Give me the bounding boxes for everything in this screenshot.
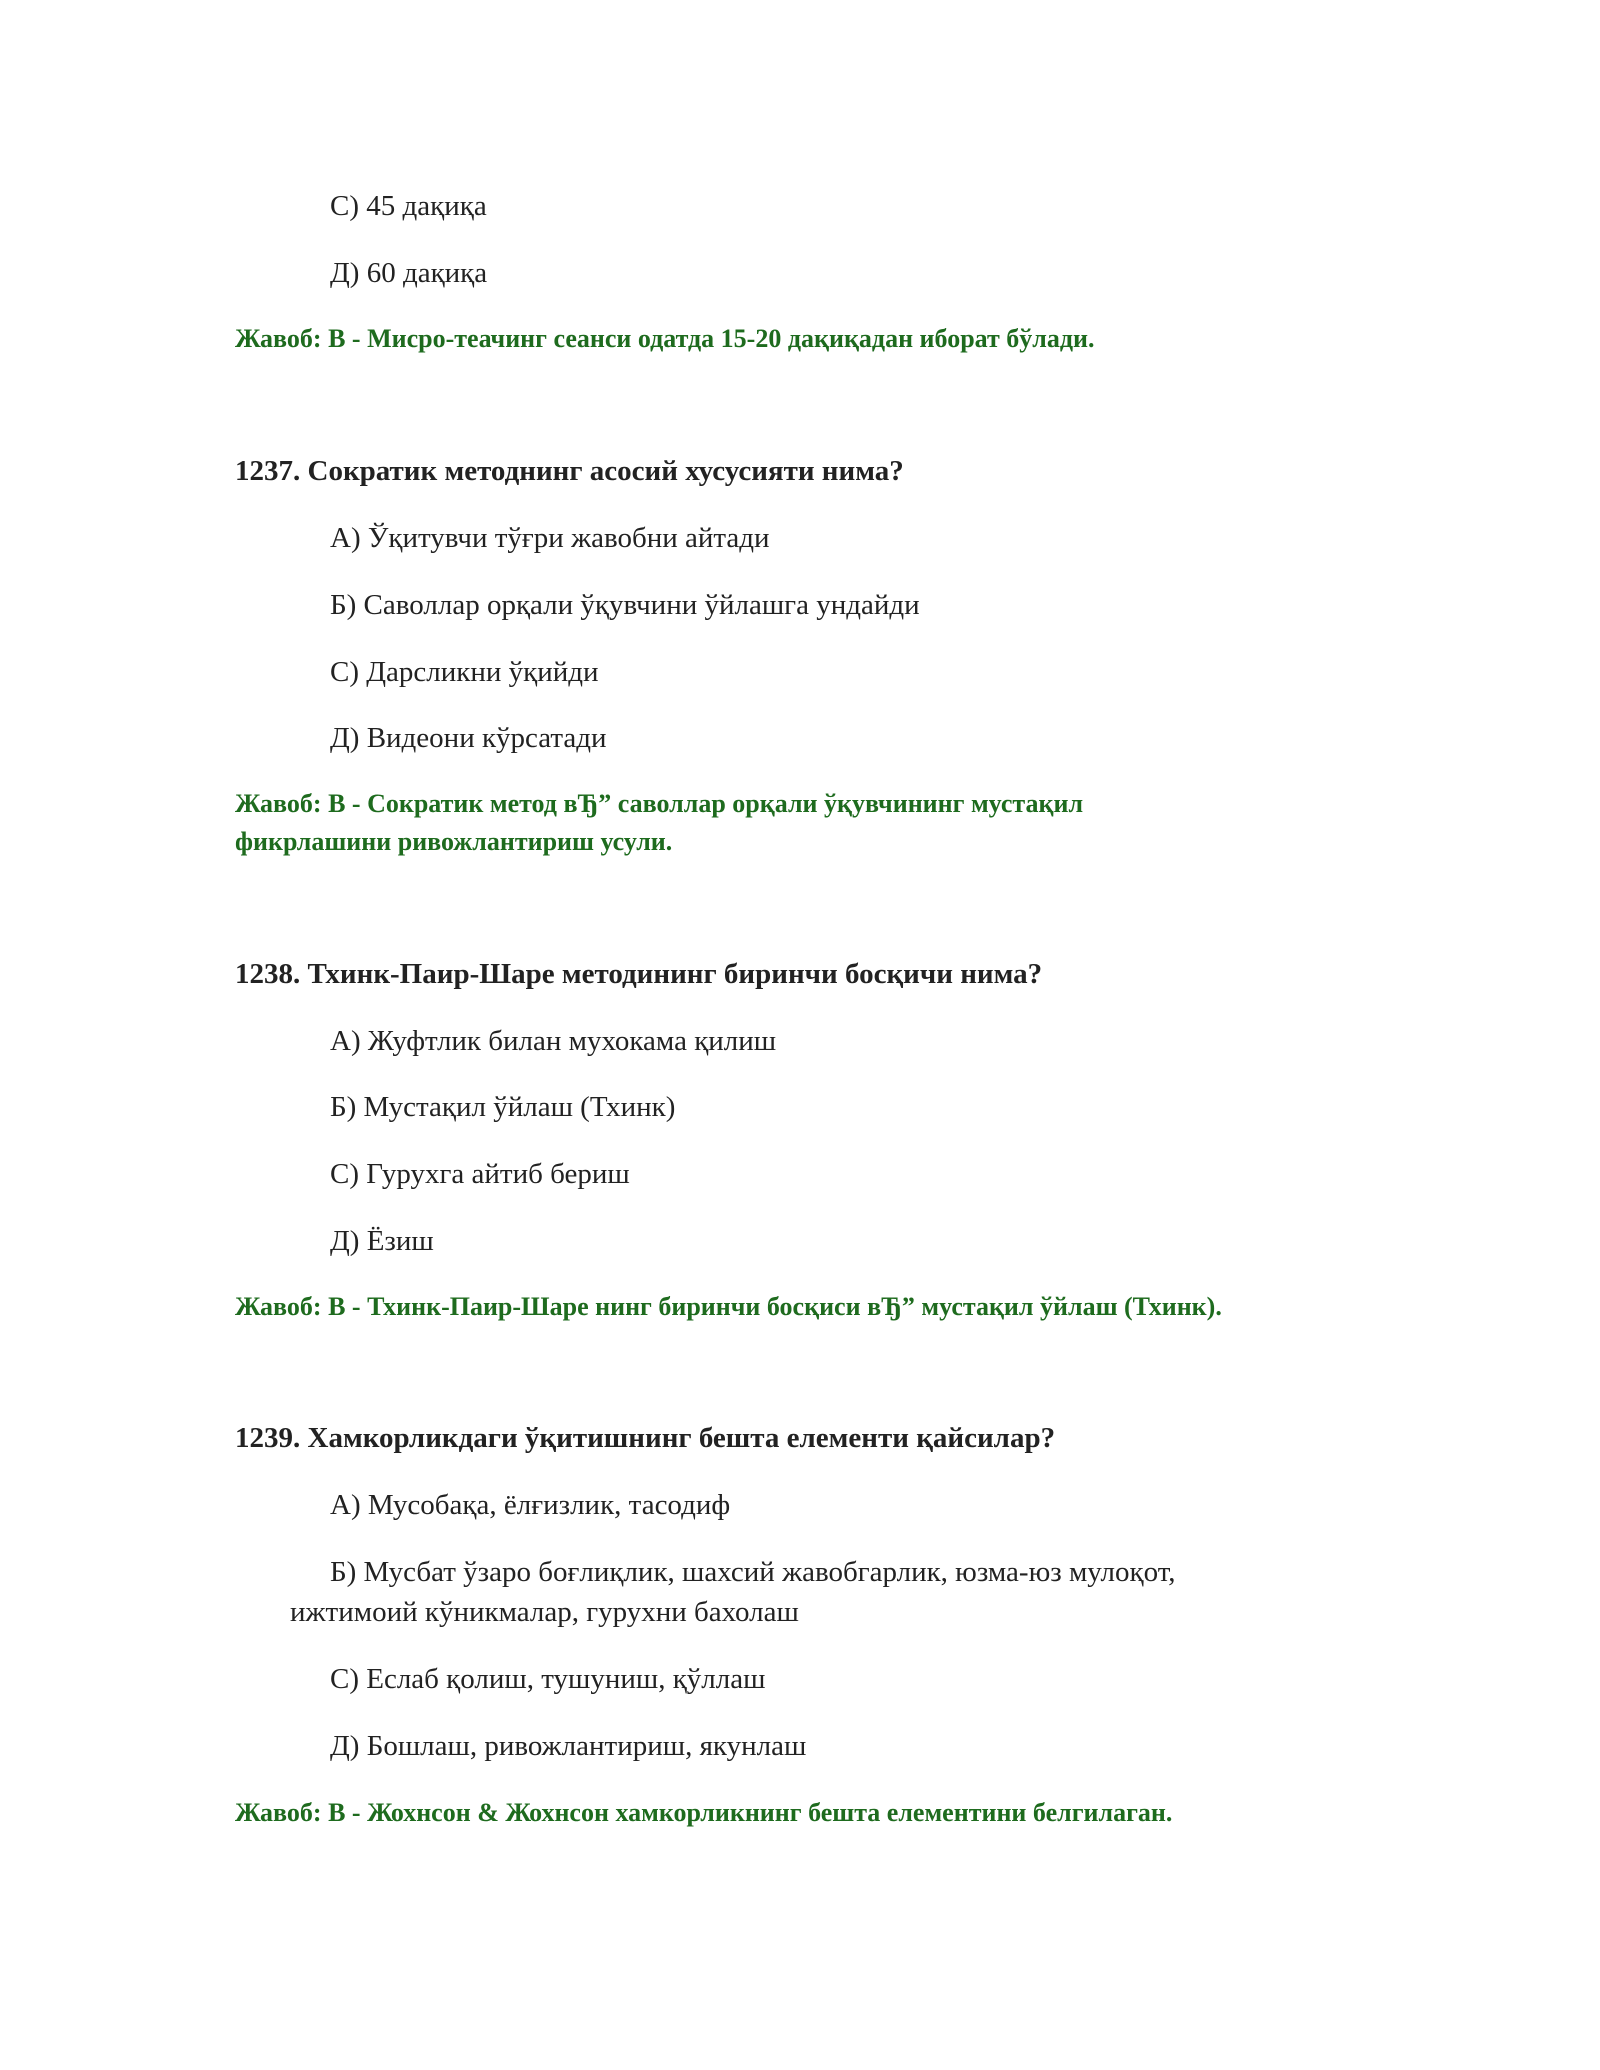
question-1237: 1237. Сократик методнинг асосий хусусияти нима? (235, 455, 904, 487)
option-c: С) Гурухга айтиб бериш (330, 1158, 630, 1190)
option-a: А) Мусобақа, ёлғизлик, тасодиф (330, 1489, 731, 1521)
option-a: А) Жуфтлик билан мухокама қилиш (330, 1025, 777, 1057)
option-d: Д) Видеони кўрсатади (330, 722, 607, 754)
option-d: Д) Ёзиш (330, 1225, 434, 1257)
question-1239: 1239. Хамкорликдаги ўқитишнинг бешта елементи қайсилар? (235, 1422, 1056, 1454)
option-c: С) Еслаб қолиш, тушуниш, қўллаш (330, 1663, 766, 1695)
answer-text: Жавоб: В - Тхинк-Паир-Шаре нинг биринчи босқиси вЂ” мустақил ўйлаш (Тхинк). (235, 1292, 1222, 1321)
answer-text: Жавоб: В - Жохнсон & Жохнсон хамкорликнинг бешта елементини белгилаган. (235, 1798, 1173, 1827)
answer-text: Жавоб: В - Мисро-теачинг сеанси одатда 15-20 дақиқадан иборат бўлади. (235, 324, 1095, 353)
question-1238: 1238. Тхинк-Паир-Шаре методининг биринчи босқичи нима? (235, 958, 1043, 990)
option-b: Б) Мустақил ўйлаш (Тхинк) (330, 1091, 676, 1123)
option-d: Д) Бошлаш, ривожлантириш, якунлаш (330, 1730, 807, 1762)
option-b-continued: ижтимоий кўникмалар, гурухни бахолаш (290, 1596, 799, 1628)
option-d: Д) 60 дақиқа (330, 257, 488, 289)
option-b: Б) Мусбат ўзаро боғлиқлик, шахсий жавобгарлик, юзма-юз мулоқот, (330, 1556, 1176, 1588)
option-c: С) 45 дақиқа (330, 190, 487, 222)
answer-text-continued: фикрлашини ривожлантириш усули. (235, 827, 673, 856)
answer-text: Жавоб: В - Сократик метод вЂ” саволлар орқали ўқувчининг мустақил (235, 789, 1084, 818)
option-b: Б) Саволлар орқали ўқувчини ўйлашга ундайди (330, 589, 920, 621)
option-a: А) Ўқитувчи тўғри жавобни айтади (330, 522, 770, 554)
option-c: С) Дарсликни ўқийди (330, 656, 599, 688)
